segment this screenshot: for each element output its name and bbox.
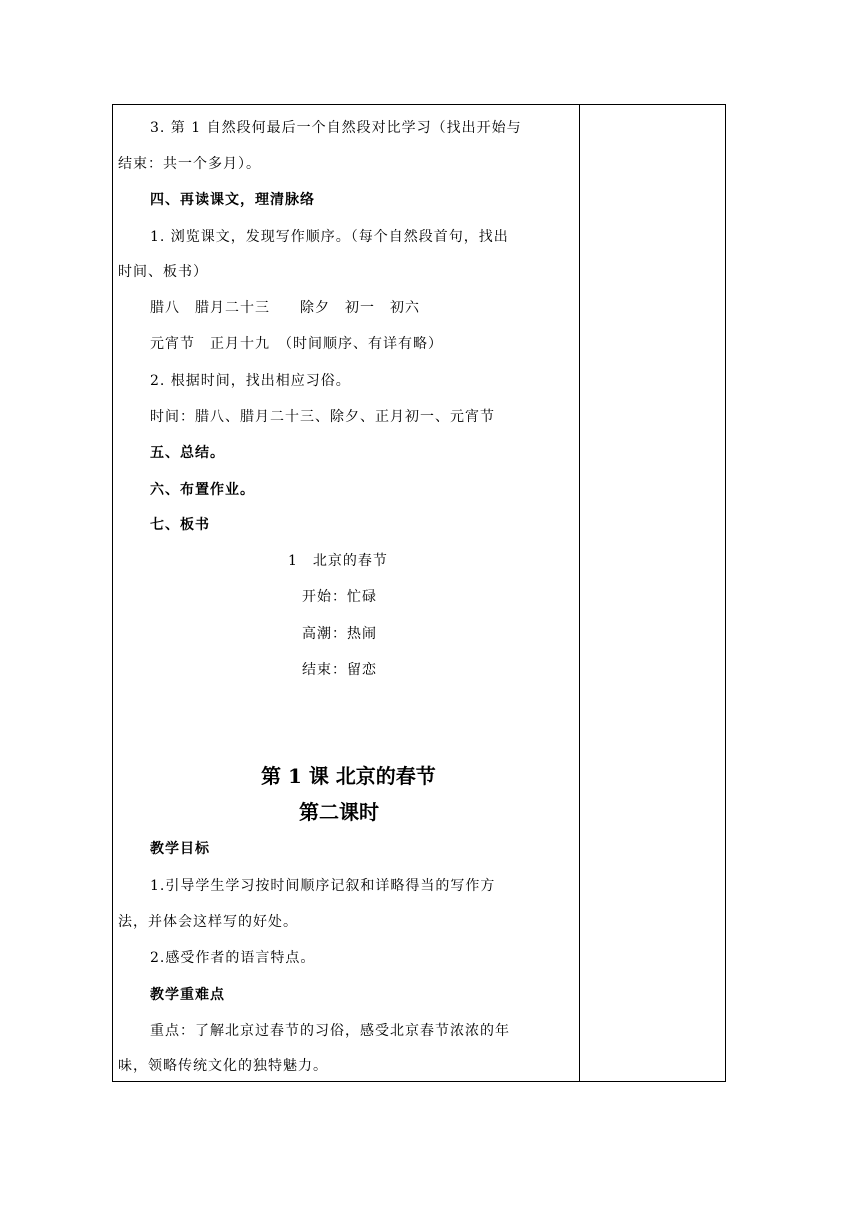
text-line: 时间、板书）: [118, 264, 208, 280]
section-heading: 四、再读课文，理清脉络: [150, 192, 315, 208]
text-line: 3. 第 1 自然段何最后一个自然段对比学习（找出开始与: [150, 120, 522, 136]
text-line: 1.引导学生学习按时间顺序记叙和详略得当的写作方: [150, 878, 496, 894]
text-line: 腊八 腊月二十三 除夕 初一 初六: [150, 300, 420, 316]
lesson-title: 第 1 课 北京的春节: [261, 764, 436, 788]
text-line: 1. 浏览课文，发现写作顺序。（每个自然段首句，找出: [150, 229, 509, 245]
text-line: 味，领略传统文化的独特魅力。: [118, 1058, 328, 1074]
lesson-subtitle: 第二课时: [299, 800, 379, 824]
text-line: 时间：腊八、腊月二十三、除夕、正月初一、元宵节: [150, 409, 495, 425]
board-item: 高潮：热闹: [302, 626, 377, 642]
section-heading: 六、布置作业。: [150, 482, 255, 498]
section-heading: 教学重难点: [150, 987, 225, 1003]
column-divider: [579, 105, 580, 1081]
lesson-table: [112, 104, 726, 1082]
text-line: 元宵节 正月十九 （时间顺序、有详有略）: [150, 336, 443, 352]
text-line: 2. 根据时间，找出相应习俗。: [150, 373, 351, 389]
board-title: 1 北京的春节: [288, 553, 388, 569]
text-line: 重点：了解北京过春节的习俗，感受北京春节浓浓的年: [150, 1023, 510, 1039]
section-heading: 七、板书: [150, 517, 210, 533]
text-line: 结束：共一个多月）。: [118, 156, 261, 172]
section-heading: 五、总结。: [150, 445, 225, 461]
board-item: 开始：忙碌: [302, 589, 377, 605]
board-item: 结束：留恋: [302, 662, 377, 678]
text-line: 法，并体会这样写的好处。: [118, 914, 298, 930]
text-line: 2.感受作者的语言特点。: [150, 950, 316, 966]
section-heading: 教学目标: [150, 841, 210, 857]
